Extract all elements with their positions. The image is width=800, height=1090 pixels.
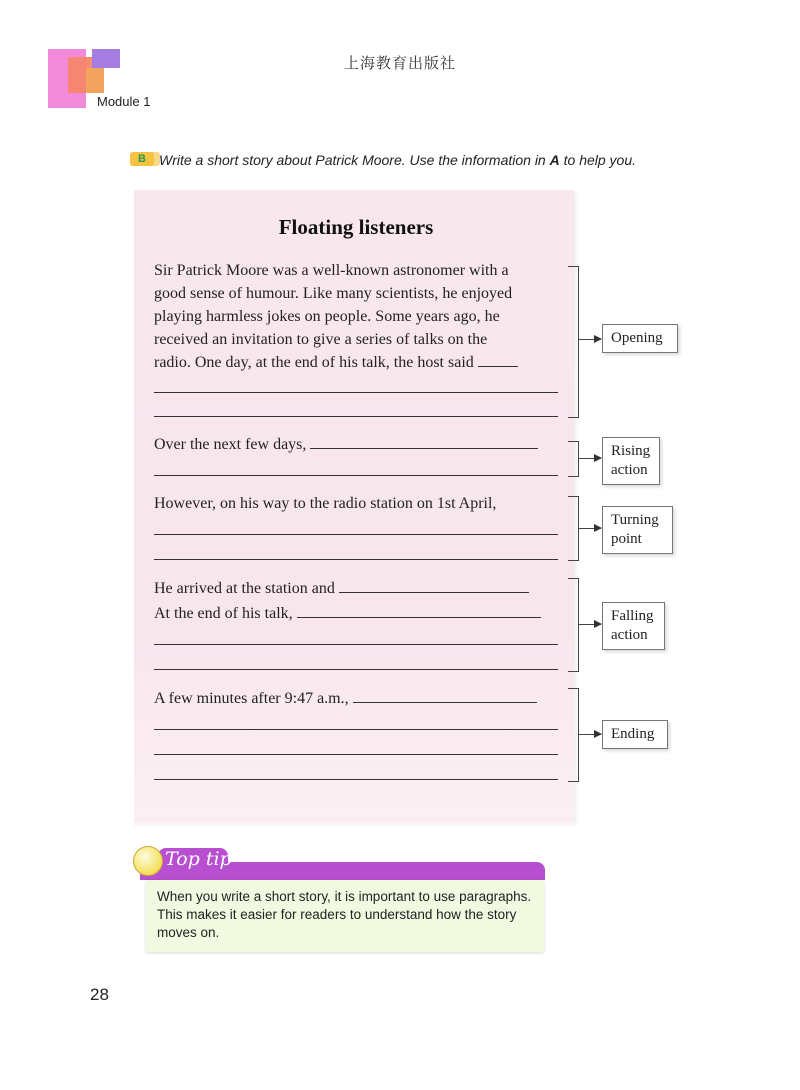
answer-blank[interactable] [154,416,558,417]
story-title: Floating listeners [278,215,434,239]
ending-arrow [579,734,601,735]
tip-text: When you write a short story, it is important to use paragraphs. This makes it easier for readers to understand how the story moves on. [157,889,532,940]
stage-label-opening: Opening [602,324,678,353]
answer-blank[interactable] [154,754,558,755]
story-line: good sense of humour. Like many scientists, he enjoyed [154,285,513,302]
publisher-name: 上海教育出版社 [343,54,456,72]
story-line-with-blank: He arrived at the station and [154,577,558,600]
story-line: However, on his way to the radio station on 1st April, [154,495,497,512]
stage-label-falling-action: Falling action [602,602,665,650]
story-line: received an invitation to give a series of talks on the [154,331,488,348]
answer-blank[interactable] [154,534,558,535]
stage-label-rising-action: Rising action [602,437,660,485]
story-line-with-blank: A few minutes after 9:47 a.m., [154,687,558,710]
answer-blank[interactable] [154,779,558,780]
falling-bracket [568,578,579,672]
ending-bracket [568,688,579,782]
answer-blank[interactable] [154,475,558,476]
turning-bracket [568,496,579,561]
opening-arrow [579,339,601,340]
falling-arrow [579,624,601,625]
answer-blank[interactable] [310,448,538,449]
answer-blank[interactable] [478,366,518,367]
turning-arrow [579,528,601,529]
answer-blank[interactable] [154,644,558,645]
answer-blank[interactable] [154,669,558,670]
story-line-with-blank: At the end of his talk, [154,602,558,625]
stage-label-turning-point: Turning point [602,506,673,554]
page-number: 28 [90,985,109,1004]
answer-blank[interactable] [154,729,558,730]
tip-title: Top tip [165,848,232,870]
lightbulb-icon [133,846,163,876]
answer-blank[interactable] [154,392,558,393]
rising-arrow [579,458,601,459]
answer-blank[interactable] [154,559,558,560]
story-line-with-blank: Over the next few days, [154,433,558,456]
opening-bracket [568,266,579,418]
instruction-text: Write a short story about Patrick Moore. Use the information in A to help you. [159,152,637,168]
answer-blank[interactable] [339,592,529,593]
rising-bracket [568,441,579,477]
stage-label-ending: Ending [602,720,668,749]
story-line-with-blank: radio. One day, at the end of his talk, the host said [154,351,558,374]
answer-blank[interactable] [353,702,537,703]
answer-blank[interactable] [297,617,541,618]
section-badge: B [130,152,154,166]
module-label: Module 1 [97,94,151,109]
story-line: playing harmless jokes on people. Some years ago, he [154,308,500,325]
story-line: Sir Patrick Moore was a well-known astronomer with a [154,262,509,279]
